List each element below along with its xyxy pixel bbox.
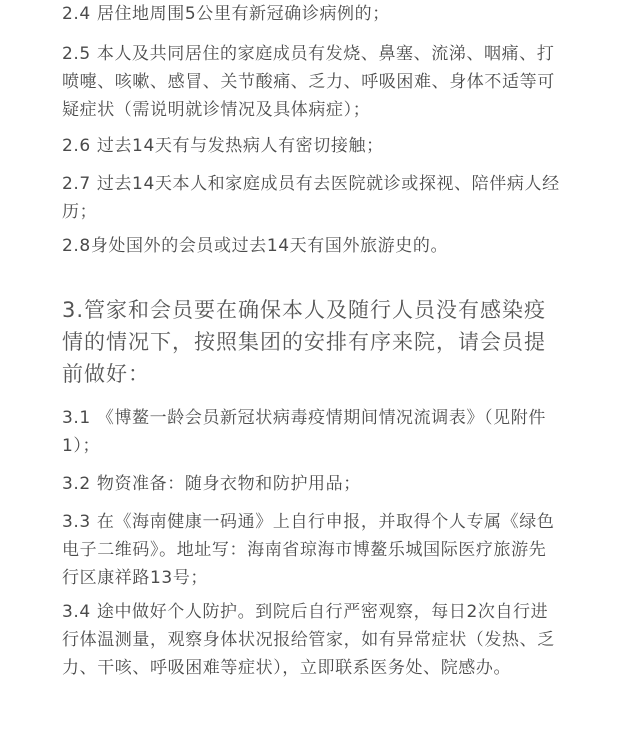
item-2-4: 2.4 居住地周围5公里有新冠确诊病例的； (62, 4, 390, 24)
item-3-3: 3.3 在《海南健康一码通》上自行申报，并取得个人专属《绿色电子二维码》。地址写：海南省琼海市博鳌乐城国际医疗旅游先行区康祥路13号； (62, 512, 555, 588)
item-2-5: 2.5 本人及共同居住的家庭成员有发烧、鼻塞、流涕、咽痛、打喷嚏、咳嗽、感冒、关节酸痛、乏力、呼吸困难、身体不适等可疑症状（需说明就诊情况及具体病症）； (62, 44, 555, 120)
item-3-4: 3.4 途中做好个人防护。到院后自行严密观察，每日2次自行进行体温测量，观察身体状况报给管家，如有异常症状（发热、乏力、干咳、呼吸困难等症状），立即联系医务处、院感办。 (62, 602, 555, 678)
item-2-6: 2.6 过去14天有与发热病人有密切接触； (62, 136, 384, 156)
item-3-2: 3.2 物资准备：随身衣物和防护用品； (62, 474, 361, 494)
item-3-1: 3.1 《博鳌一龄会员新冠状病毒疫情期间情况流调表》（见附件1）； (62, 408, 546, 456)
section-3-heading: 3.管家和会员要在确保本人及随行人员没有感染疫情的情况下，按照集团的安排有序来院，请会员提前做好： (62, 298, 547, 386)
item-2-7: 2.7 过去14天本人和家庭成员有去医院就诊或探视、陪伴病人经历； (62, 174, 560, 222)
item-2-8: 2.8身处国外的会员或过去14天有国外旅游史的。 (62, 236, 449, 256)
